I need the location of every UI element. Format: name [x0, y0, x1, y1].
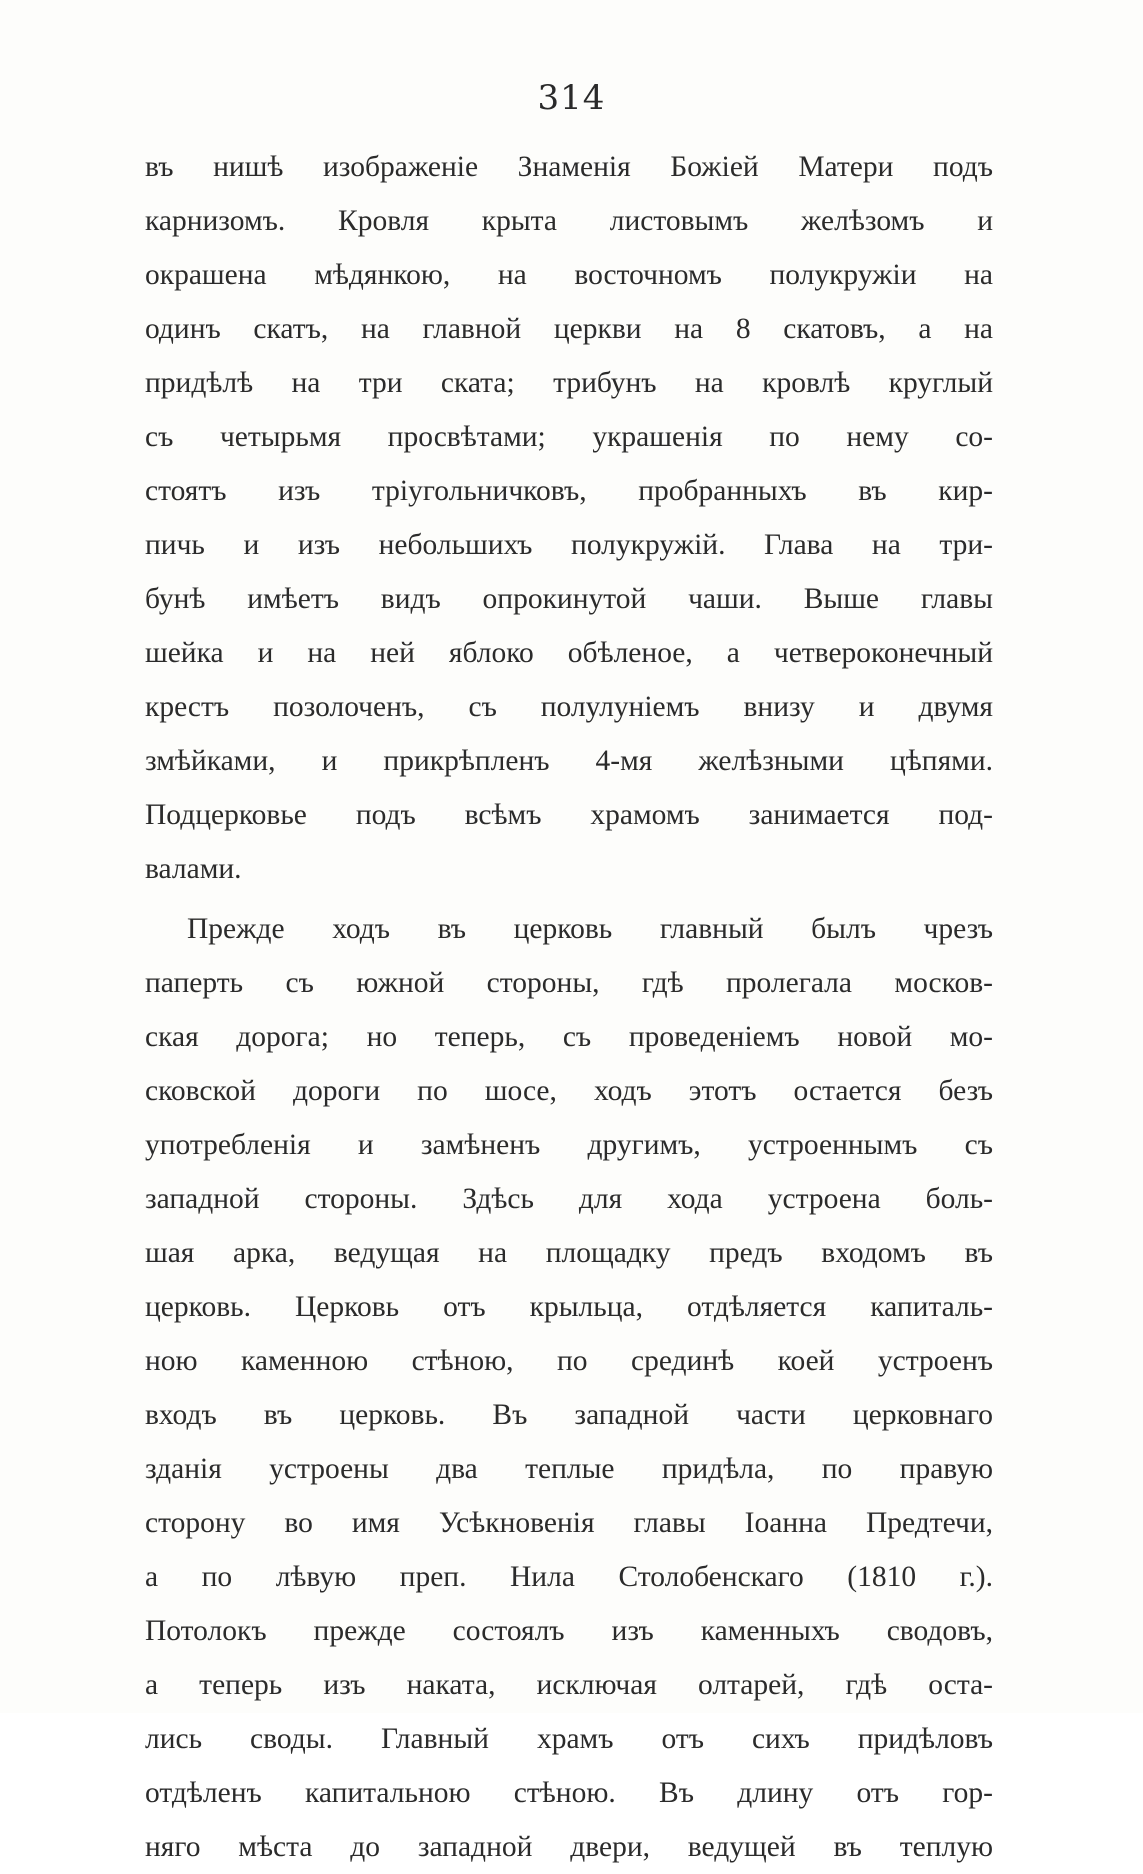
text-line: лись своды. Главный храмъ отъ сихъ придѣловъ [145, 1723, 993, 1755]
text-line: Подцерковье подъ всѣмъ храмомъ занимается под- [145, 799, 993, 831]
text-line: а по лѣвую преп. Нила Столобенскаго (1810 г.). [145, 1561, 993, 1593]
text-line: шая арка, ведущая на площадку предъ входомъ въ [145, 1237, 993, 1269]
text-line: въ нишѣ изображеніе Знаменія Божіей Матери подъ [145, 151, 993, 183]
text-line: съ четырьмя просвѣтами; украшенія по нему со- [145, 421, 993, 453]
text-line: входъ въ церковь. Въ западной части церковнаго [145, 1399, 993, 1431]
text-line: крестъ позолоченъ, съ полулуніемъ внизу и двумя [145, 691, 993, 723]
text-line: употребленія и замѣненъ другимъ, устроеннымъ съ [145, 1129, 993, 1161]
text-line: сковской дороги по шосе, ходъ этотъ остается безъ [145, 1075, 993, 1107]
text-line: ною каменною стѣною, по срединѣ коей устроенъ [145, 1345, 993, 1377]
text-line: отдѣленъ капитальною стѣною. Въ длину отъ гор- [145, 1777, 993, 1809]
paragraph-2 [145, 902, 993, 1874]
text-line: одинъ скатъ, на главной церкви на 8 скатовъ, а на [145, 313, 993, 345]
text-line: западной стороны. Здѣсь для хода устроена боль- [145, 1183, 993, 1215]
text-line: валами. [145, 853, 242, 885]
text-line: карнизомъ. Кровля крыта листовымъ желѣзомъ и [145, 205, 993, 237]
body-text [145, 140, 993, 1874]
text-line: Прежде ходъ въ церковь главный былъ чрезъ [187, 913, 993, 945]
text-line: зданія устроены два теплые придѣла, по правую [145, 1453, 993, 1485]
page-number: 314 [537, 78, 606, 118]
text-line: шейка и на ней яблоко обѣленое, а четвероконечный [145, 637, 993, 669]
text-line: няго мѣста до западной двери, ведущей въ теплую [145, 1831, 993, 1863]
text-line: а теперь изъ наката, исключая олтарей, гдѣ оста- [145, 1669, 993, 1701]
text-line: сторону во имя Усѣкновенія главы Іоанна Предтечи, [145, 1507, 993, 1539]
text-line: бунѣ имѣетъ видъ опрокинутой чаши. Выше главы [145, 583, 993, 615]
text-line: стоятъ изъ тріугольничковъ, пробранныхъ въ кир- [145, 475, 993, 507]
text-line: придѣлѣ на три ската; трибунъ на кровлѣ круглый [145, 367, 993, 399]
text-line: паперть съ южной стороны, гдѣ пролегала москов- [145, 967, 993, 999]
text-line: Потолокъ прежде состоялъ изъ каменныхъ сводовъ, [145, 1615, 993, 1647]
text-line: змѣйками, и прикрѣпленъ 4-мя желѣзными цѣпями. [145, 745, 993, 777]
paragraph-1 [145, 140, 993, 896]
text-line: пичь и изъ небольшихъ полукружій. Глава на три- [145, 529, 993, 561]
text-line: церковь. Церковь отъ крыльца, отдѣляется капиталь- [145, 1291, 993, 1323]
text-line: окрашена мѣдянкою, на восточномъ полукружіи на [145, 259, 993, 291]
text-line: ская дорога; но теперь, съ проведеніемъ новой мо- [145, 1021, 993, 1053]
